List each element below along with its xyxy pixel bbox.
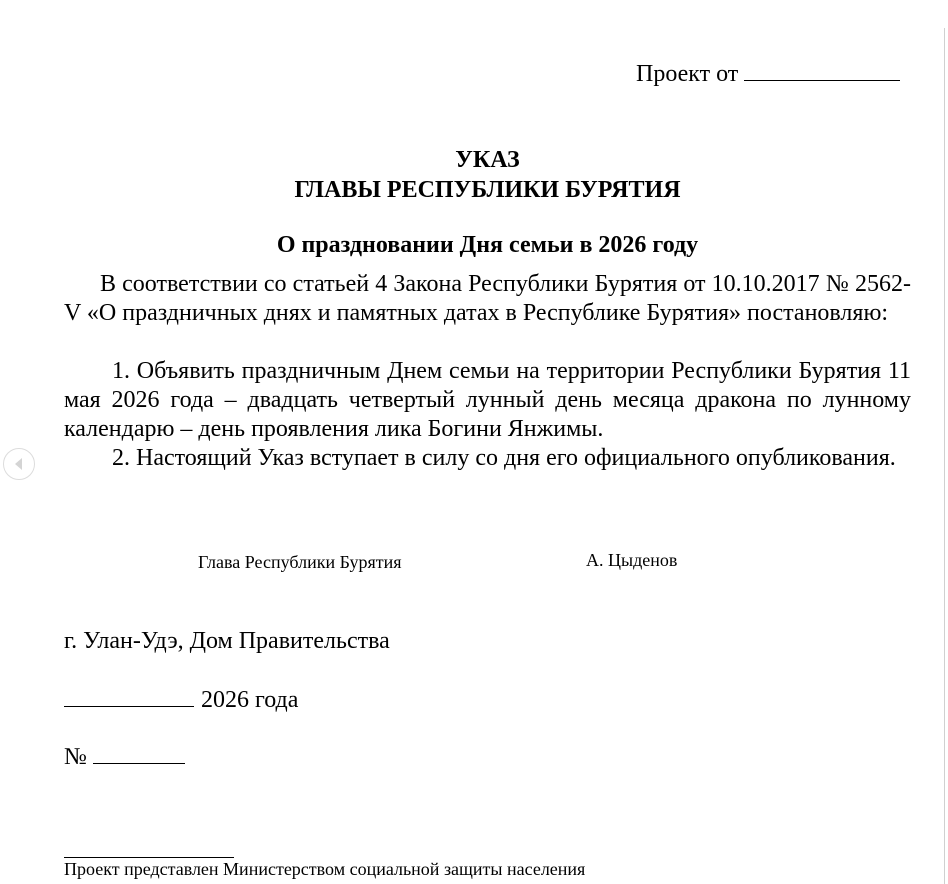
clause-1: 1. Объявить праздничным Днем семьи на территории Республики Бурятия 11 мая 2026 года – двадцать четвертый лунный день месяца дракона по лунному календарю – день проявления лика Богини Янжимы. — [64, 358, 911, 442]
signature-name: А. Цыденов — [586, 550, 678, 570]
decree-subject: О праздновании Дня семьи в 2026 году — [276, 232, 699, 258]
intro-paragraph: В соответствии со статьей 4 Закона Республики Бурятия от 10.10.2017 № 2562-V «О праздничных днях и памятных датах в Республике Бурятия» постановляю: — [64, 271, 911, 326]
draft-date-blank — [744, 58, 900, 81]
signing-date-line — [64, 684, 298, 715]
draft-date-line — [636, 58, 912, 89]
previous-page-button[interactable] — [3, 448, 35, 480]
signing-place: г. Улан-Удэ, Дом Правительства — [64, 628, 390, 654]
draft-label: Проект от — [636, 61, 739, 87]
page-edge-divider — [944, 28, 945, 884]
chevron-left-icon — [12, 457, 26, 471]
signature-role: Глава Республики Бурятия — [198, 552, 402, 572]
decree-title: УКАЗ — [455, 147, 520, 173]
footnote: Проект представлен Министерством социальной защиты населения — [64, 859, 586, 879]
clause-2: 2. Настоящий Указ вступает в силу со дня его официального опубликования. — [112, 445, 896, 471]
number-label: № — [64, 744, 87, 770]
date-suffix: 2026 года — [201, 687, 299, 713]
decree-number-line — [64, 741, 185, 772]
date-blank — [64, 684, 194, 707]
decree-issuer: ГЛАВЫ РЕСПУБЛИКИ БУРЯТИЯ — [294, 177, 681, 203]
number-blank — [93, 741, 185, 764]
